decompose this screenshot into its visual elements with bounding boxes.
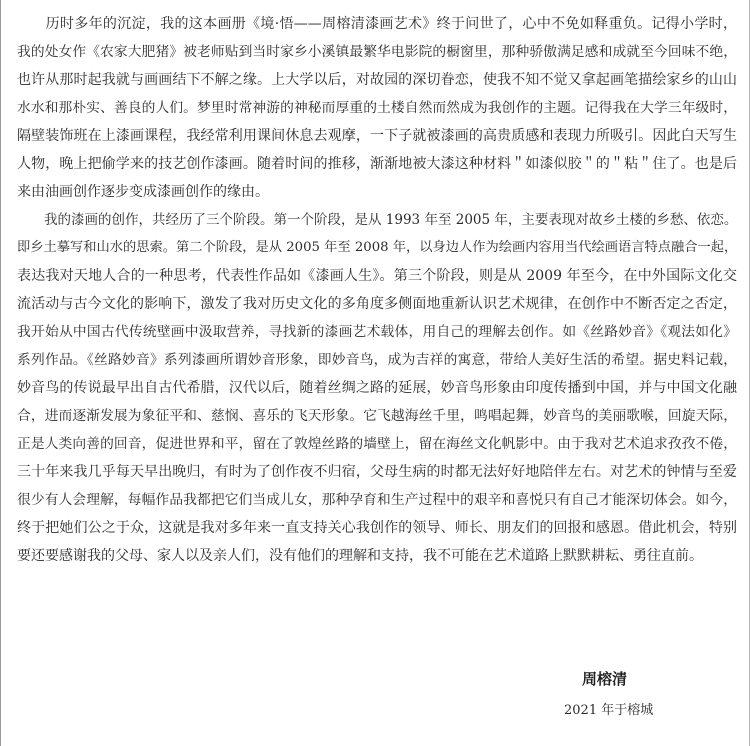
author-signature: 周榕清 <box>582 670 628 688</box>
text-line: 妙音鸟的传说最早出自古代希腊，汉代以后，随着丝绸之路的延展，妙音鸟形象由印度传播到中国，并与中国文化融 <box>17 380 737 396</box>
text-line: 流活动与古今文化的影响下，激发了我对历史文化的多角度多侧面地重新认识艺术规律，在创作中不断否定之否定， <box>17 296 737 312</box>
text-line: 来由油画创作逐步变成漆画创作的缘由。 <box>17 184 269 200</box>
text-line: 系列作品。《丝路妙音》系列漆画所谓妙音形象，即妙音鸟，成为吉祥的寓意，带给人美好生活的希望。据史料记载， <box>17 352 737 368</box>
text-line: 要还要感谢我的父母、家人以及亲人们，没有他们的理解和支持，我不可能在艺术道路上默默耕耘、勇往直前。 <box>17 548 703 564</box>
text-line: 很少有人会理解，每幅作品我都把它们当成儿女，那种孕育和生产过程中的艰辛和喜悦只有自己才能深切体会。如今， <box>17 492 737 508</box>
text-line: 表达我对天地人合的一种思考，代表性作品如《漆画人生》。第三个阶段，则是从 2009 年至今，在中外国际文化交 <box>17 268 737 284</box>
text-line: 合，进而逐渐发展为象征平和、慈悯、喜乐的飞天形象。它飞越海丝千里，鸣唱起舞，妙音鸟的美丽歌喉，回旋天际， <box>17 408 737 424</box>
text-line: 我开始从中国古代传统壁画中汲取营养，寻找新的漆画艺术载体，用自己的理解去创作。如《丝路妙音》《观法如化》 <box>17 324 737 340</box>
text-line: 水水和那朴实、善良的人们。梦里时常神游的神秘而厚重的土楼自然而然成为我创作的主题。记得我在大学三年级时， <box>17 100 737 116</box>
text-line: 我的漆画的创作，共经历了三个阶段。第一个阶段，是从 1993 年至 2005 年，主要表现对故乡土楼的乡愁、依恋。 <box>17 212 737 228</box>
text-line: 历时多年的沉淀，我的这本画册《境·悟——周榕清漆画艺术》终于问世了，心中不免如释重负。记得小学时， <box>17 16 737 32</box>
text-line: 隔壁装饰班在上漆画课程，我经常利用课间休息去观摩，一下子就被漆画的高贵质感和表现力所吸引。因此白天写生 <box>17 128 737 144</box>
text-line: 正是人类向善的回音，促进世界和平，留在了敦煌丝路的墙壁上，留在海丝文化帆影中。由于我对艺术追求孜孜不倦， <box>17 436 737 452</box>
text-line: 即乡土摹写和山水的思索。第二个阶段，是从 2005 年至 2008 年，以身边人作为绘画内容用当代绘画语言特点融合一起， <box>17 240 737 255</box>
text-line: 也许从那时起我就与画画结下不解之缘。上大学以后，对故园的深切眷恋，使我不知不觉又拿起画笔描绘家乡的山山 <box>17 72 737 88</box>
signature-date: 2021 年于榕城 <box>564 703 654 718</box>
text-line: 我的处女作《农家大肥猪》被老师贴到当时家乡小溪镇最繁华电影院的橱窗里，那种骄傲满足感和成就至今回味不绝， <box>17 44 737 60</box>
text-line: 终于把她们公之于众，这就是我对多年来一直支持关心我创作的领导、师长、朋友们的回报和感恩。借此机会，特别 <box>17 520 737 536</box>
document-body <box>17 10 737 570</box>
text-line: 三十年来我几乎每天早出晚归，有时为了创作夜不归宿，父母生病的时都无法好好地陪伴左右。对艺术的钟情与至爱 <box>17 464 737 480</box>
text-line: 人物，晚上把偷学来的技艺创作漆画。随着时间的推移，渐渐地被大漆这种材料＂如漆似胶＂的＂粘＂住了。也是后 <box>17 156 737 172</box>
